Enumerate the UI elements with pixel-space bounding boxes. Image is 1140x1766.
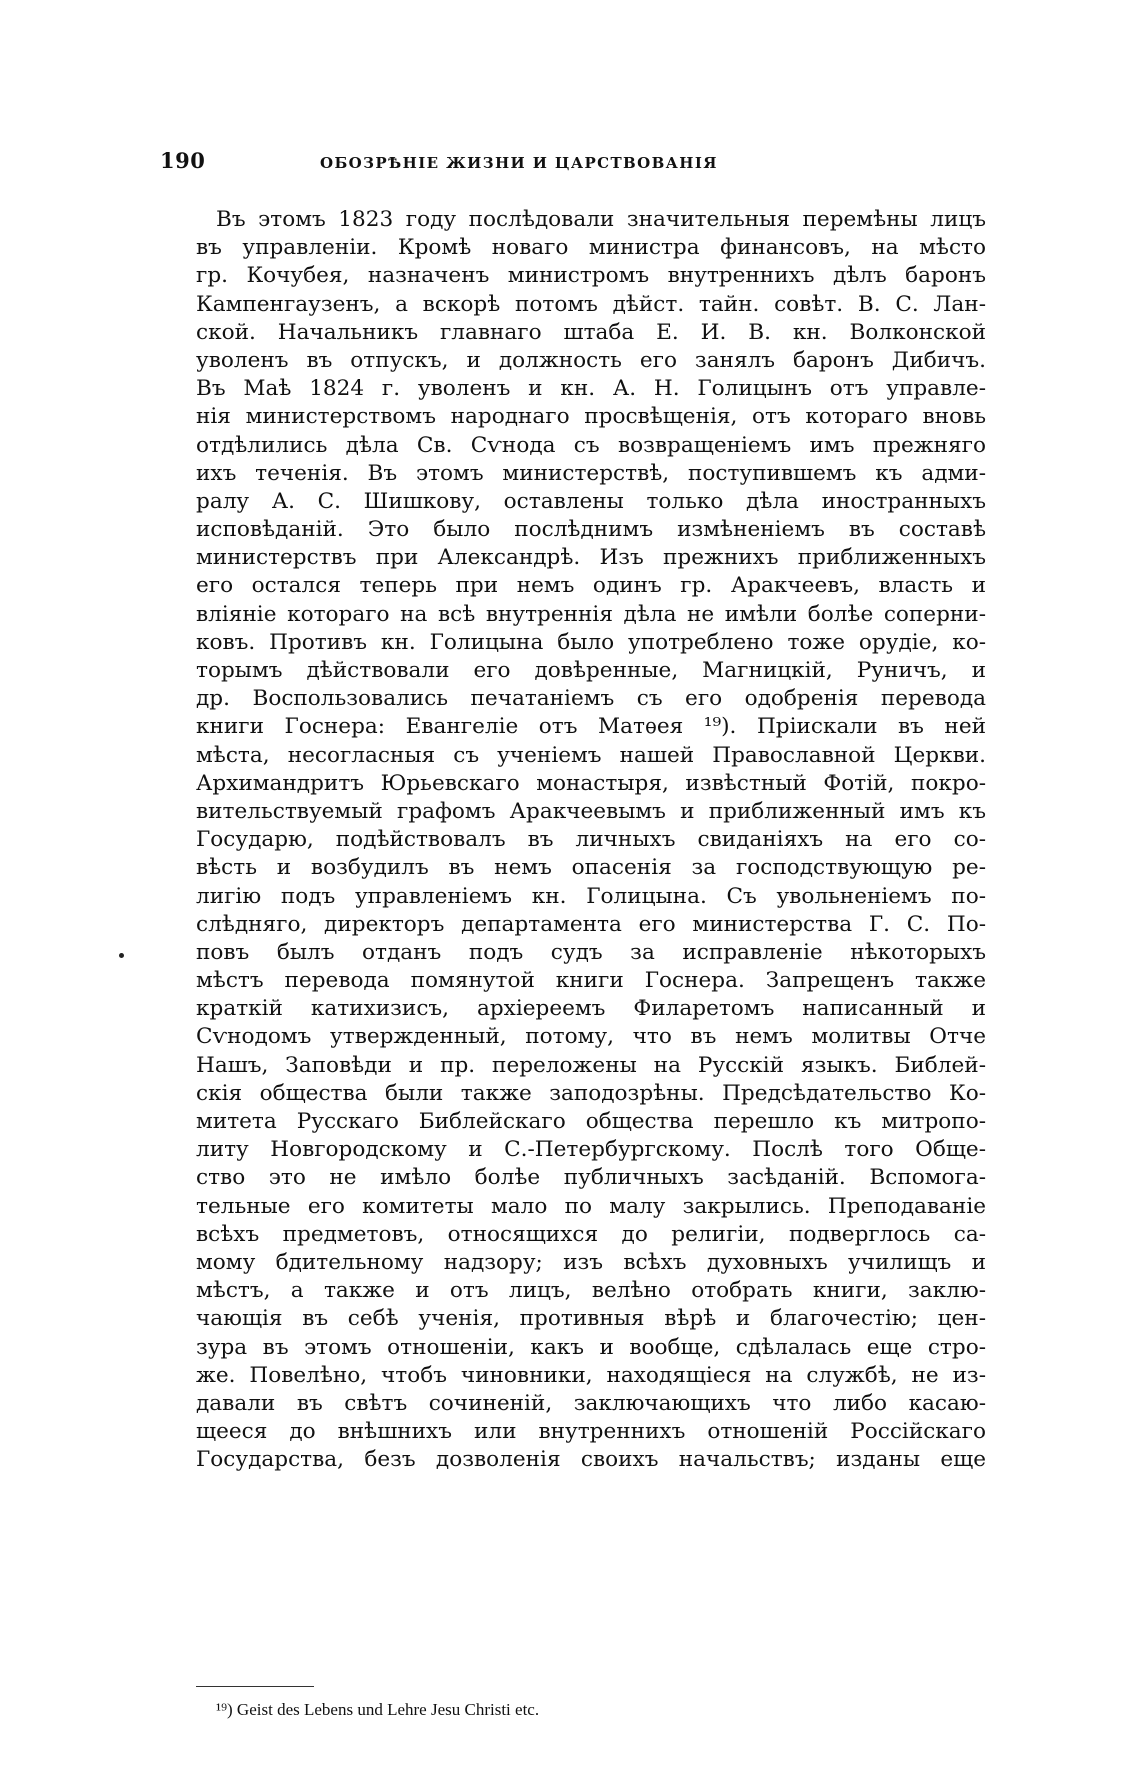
text-line: Нашъ, Заповѣди и пр. переложены на Русскій языкъ. Библей-: [196, 1052, 986, 1078]
text-line: вѣсть и возбудилъ въ немъ опасенія за господствующую ре-: [196, 855, 986, 881]
text-line: мѣста, несогласныя съ ученіемъ нашей Православной Церкви.: [196, 742, 986, 768]
text-line: скія общества были также заподозрѣны. Предсѣдательство Ко-: [196, 1080, 986, 1106]
text-line: отдѣлились дѣла Св. Сѵнода съ возвращеніемъ имъ прежняго: [196, 432, 986, 458]
footnote-rule: [196, 1686, 314, 1687]
text-line: тельные его комитеты мало по малу закрылись. Преподаваніе: [196, 1193, 986, 1219]
text-line: нія министерствомъ народнаго просвѣщенія, отъ котораго вновь: [196, 404, 986, 430]
text-line: мѣстъ перевода помянутой книги Госнера. Запрещенъ также: [196, 968, 986, 994]
text-line: уволенъ въ отпускъ, и должность его занялъ баронъ Дибичъ.: [196, 347, 986, 373]
footnote: ¹⁹) Geist des Lebens und Lehre Jesu Christi etc.: [216, 1700, 540, 1719]
text-line: слѣдняго, директоръ департамента его министерства Г. С. По-: [196, 911, 986, 937]
margin-dot: [119, 953, 124, 958]
text-line: мѣстъ, а также и отъ лицъ, велѣно отобрать книги, заклю-: [196, 1278, 986, 1304]
text-line: вліяніе котораго на всѣ внутреннія дѣла не имѣли болѣе соперни-: [196, 601, 986, 627]
text-line: краткій катихизисъ, архіереемъ Филаретомъ написанный и: [196, 996, 986, 1022]
text-line: ихъ теченія. Въ этомъ министерствѣ, поступившемъ къ адми-: [196, 460, 986, 486]
text-line: Государю, подѣйствовалъ въ личныхъ свиданіяхъ на его со-: [196, 827, 986, 853]
text-line: вительствуемый графомъ Аракчеевымъ и приближенный имъ къ: [196, 798, 986, 824]
text-line: повъ былъ отданъ подъ судъ за исправленіе нѣкоторыхъ: [196, 939, 986, 965]
text-line: ство это не имѣло болѣе публичныхъ засѣданій. Вспомога-: [196, 1165, 986, 1191]
text-line: лигію подъ управленіемъ кн. Голицына. Съ увольненіемъ по-: [196, 883, 986, 909]
text-line: его остался теперь при немъ одинъ гр. Аракчеевъ, власть и: [196, 573, 986, 599]
text-line: чающія въ себѣ ученія, противныя вѣрѣ и благочестію; цен-: [196, 1306, 986, 1332]
text-line: гр. Кочубея, назначенъ министромъ внутреннихъ дѣлъ баронъ: [196, 263, 986, 289]
page-number: 190: [160, 148, 206, 173]
text-line: Въ Маѣ 1824 г. уволенъ и кн. А. Н. Голицынъ отъ управле-: [196, 376, 986, 402]
text-line: Архимандритъ Юрьевскаго монастыря, извѣстный Фотій, покро-: [196, 770, 986, 796]
text-line: ковъ. Противъ кн. Голицына было употреблено тоже орудіе, ко-: [196, 629, 986, 655]
text-line: министерствъ при Александрѣ. Изъ прежнихъ приближенныхъ: [196, 545, 986, 571]
text-line: ской. Начальникъ главнаго штаба Е. И. В. кн. Волконской: [196, 319, 986, 345]
text-line: щееся до внѣшнихъ или внутреннихъ отношеній Россійскаго: [196, 1419, 986, 1445]
text-line: митета Русскаго Библейскаго общества перешло къ митропо-: [196, 1109, 986, 1134]
text-line: зура въ этомъ отношеніи, какъ и вообще, сдѣлалась еще стро-: [196, 1334, 986, 1360]
text-line: Кампенгаузенъ, а вскорѣ потомъ дѣйст. тайн. совѣт. В. С. Лан-: [196, 291, 986, 317]
text-line: Сѵнодомъ утвержденный, потому, что въ немъ молитвы Отче: [196, 1024, 986, 1050]
text-line: литу Новгородскому и С.-Петербургскому. Послѣ того Обще-: [196, 1137, 986, 1163]
text-line: Государства, безъ дозволенія своихъ начальствъ; изданы еще: [196, 1447, 986, 1473]
text-line: исповѣданій. Это было послѣднимъ измѣненіемъ въ составѣ: [196, 517, 986, 543]
body-text: [196, 206, 986, 1474]
text-line: всѣхъ предметовъ, относящихся до религіи, подверглось са-: [196, 1221, 986, 1247]
text-line: же. Повелѣно, чтобъ чиновники, находящіеся на службѣ, не из-: [196, 1362, 986, 1388]
text-line: давали въ свѣтъ сочиненій, заключающихъ что либо касаю-: [196, 1390, 986, 1416]
text-line: мому бдительному надзору; изъ всѣхъ духовныхъ училищъ и: [196, 1249, 986, 1275]
running-title: ОБОЗРѢНІЕ ЖИЗНИ И ЦАРСТВОВАНІЯ: [320, 154, 718, 172]
text-line: др. Воспользовались печатаніемъ съ его одобренія перевода: [196, 686, 986, 712]
text-line: въ управленіи. Кромѣ новаго министра финансовъ, на мѣсто: [196, 235, 986, 261]
text-line: ралу А. С. Шишкову, оставлены только дѣла иностранныхъ: [196, 488, 986, 514]
text-line: Въ этомъ 1823 году послѣдовали значительныя перемѣны лицъ: [216, 207, 986, 232]
text-line: книги Госнера: Евангеліе отъ Матѳея ¹⁹). Пріискали въ ней: [196, 714, 986, 740]
text-line: торымъ дѣйствовали его довѣренные, Магницкій, Руничъ, и: [196, 658, 986, 683]
